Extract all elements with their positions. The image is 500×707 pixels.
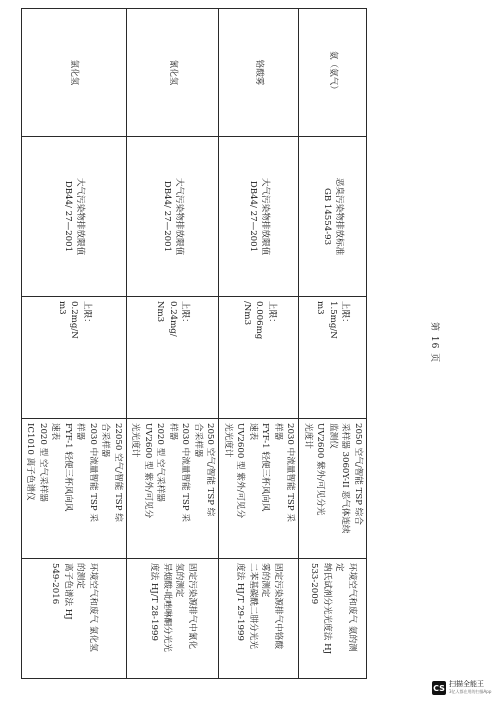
cell-line: 速表 xyxy=(248,423,258,441)
cell-line: 2020 型 空气采样器 xyxy=(38,423,48,502)
cell-standard xyxy=(299,137,367,297)
cell-item: 氰化氢 xyxy=(127,9,220,137)
cell-line: 度法 HJ/T 29-1999 xyxy=(235,563,246,641)
cell-line: DB44/ 27—2001 xyxy=(248,180,258,253)
cell-line: 合采样器 xyxy=(100,423,111,458)
cell-line: DB44/ 27—2001 xyxy=(63,180,73,253)
cell-item: 氯化氢 xyxy=(22,9,127,137)
cell-equipment xyxy=(22,419,127,559)
cell-equipment xyxy=(299,419,367,559)
cell-line: 2030 中流量智能 TSP 采 xyxy=(180,423,191,523)
cell-limit xyxy=(22,297,127,419)
cell-line: 0.006mg xyxy=(254,301,265,340)
cell-line: 2050 空气/智能 TSP 综 xyxy=(205,423,216,517)
cell-line: /Nm3 xyxy=(241,301,252,326)
cell-line: 光光度计 xyxy=(130,423,141,458)
cell-line: UV2600 紫外/可见分光 xyxy=(315,423,326,516)
cell-line: 速表 xyxy=(50,423,61,441)
cell-standard xyxy=(22,137,127,297)
cell-line: 合采样器 xyxy=(193,423,203,458)
rotated-table-wrapper xyxy=(25,8,367,678)
cell-line: 光度计 xyxy=(303,423,313,449)
table-row xyxy=(22,9,127,679)
cell-line: 离子色谱法 HJ xyxy=(63,563,73,620)
cell-standard xyxy=(219,137,299,297)
cell-line: m3 xyxy=(315,301,326,315)
monitoring-table xyxy=(21,8,367,679)
cell-line: UV2600 型 紫外/可见分 xyxy=(143,423,153,519)
cell-line: 纳氏试剂分光光度法 HJ xyxy=(321,563,332,655)
cell-line: 1.5mg/N xyxy=(328,301,338,339)
cell-item: 铬酸雾 xyxy=(219,9,299,137)
cell-line: 2030 中流量智能 TSP 采 xyxy=(88,423,98,523)
cell-line: 0.2mg/N xyxy=(69,301,80,339)
cell-line: 定 xyxy=(334,563,345,572)
cell-line: 环境空气和废气 氨的测 xyxy=(346,563,357,652)
cell-line: 2020 型 空气采样器 xyxy=(155,423,166,502)
cell-line: 549-2016 xyxy=(50,563,61,605)
cell-line: 采样器 3060Y-II 恶气体连续 xyxy=(340,423,351,534)
scanner-watermark xyxy=(432,676,494,700)
cell-line: 2030 中流量智能 TSP 采 xyxy=(285,423,296,523)
cell-line: 监测仪 xyxy=(328,423,338,449)
cell-line: 0.24mg/ xyxy=(168,301,178,337)
cell-line: 大气污染物排放限值 xyxy=(174,177,185,256)
page-number: 第 16 页 xyxy=(429,322,439,364)
table-row xyxy=(299,9,367,679)
cell-line: m3 xyxy=(56,301,67,315)
cell-line: UV2600 型 紫外/可见分 xyxy=(235,423,246,519)
cell-line: 上限： xyxy=(266,301,277,327)
cell-line: 上限： xyxy=(81,301,92,327)
cell-line: 雾的测定 xyxy=(260,563,271,598)
cell-line: FYF-1 轻便三杯风向风 xyxy=(260,423,271,512)
cell-line: 样器 xyxy=(168,423,178,441)
cell-line: 异烟酸-吡唑啉酮分光光 xyxy=(161,563,172,652)
watermark-tagline: 3亿人都在用的扫描App xyxy=(449,689,492,694)
cell-line: 恶臭污染物排放标准 xyxy=(334,177,345,256)
camscanner-logo-icon: CS xyxy=(432,681,446,695)
cell-line: 上限： xyxy=(340,301,351,327)
cell-line: 533-2009 xyxy=(309,563,320,605)
cell-limit xyxy=(219,297,299,419)
cell-line: 大气污染物排放限值 xyxy=(260,177,271,256)
cell-line: 2050 空气/智能 TSP 综合 xyxy=(353,423,363,525)
cell-line: 大气污染物排放限值 xyxy=(75,177,86,256)
cell-line: Nm3 xyxy=(155,301,166,323)
table-row xyxy=(219,9,299,679)
cell-method xyxy=(127,559,220,679)
cell-line: 固定污染源排气中铬酸 xyxy=(273,563,283,649)
cell-line: 固定污染源排气中氰化 xyxy=(186,563,197,649)
cell-line: 二苯基碳酰二肼分光光 xyxy=(248,563,258,649)
cell-limit xyxy=(299,297,367,419)
cell-method xyxy=(299,559,367,679)
watermark-name: 扫描全能王 xyxy=(449,680,484,688)
cell-line: 环境空气和废气 氯化氢 xyxy=(88,563,98,652)
cell-item: 氨（氨气） xyxy=(299,9,367,137)
cell-limit xyxy=(127,297,220,419)
cell-line: 度法 HJ/T 28-1999 xyxy=(149,563,160,641)
cell-line: IC1010 离子色谱仪 xyxy=(25,423,36,501)
cell-standard xyxy=(127,137,220,297)
cell-equipment xyxy=(219,419,299,559)
cell-equipment xyxy=(127,419,220,559)
cell-line: 样器 xyxy=(273,423,283,441)
cell-line: 光光度计 xyxy=(223,423,233,458)
cell-line: 22050 空气/智能 TSP 综 xyxy=(113,423,123,522)
table-row xyxy=(127,9,220,679)
cell-line: FYF-1 轻便三杯风向风 xyxy=(63,423,73,512)
cell-method xyxy=(22,559,127,679)
cell-line: GB 14554-93 xyxy=(321,187,332,246)
cell-line: 样器 xyxy=(75,423,86,441)
cell-method xyxy=(219,559,299,679)
cell-line: 上限： xyxy=(180,301,191,327)
cell-line: 氢的测定 xyxy=(174,563,185,598)
cell-line: 的测定 xyxy=(75,563,86,589)
cell-line: DB44/ 27—2001 xyxy=(161,180,172,253)
